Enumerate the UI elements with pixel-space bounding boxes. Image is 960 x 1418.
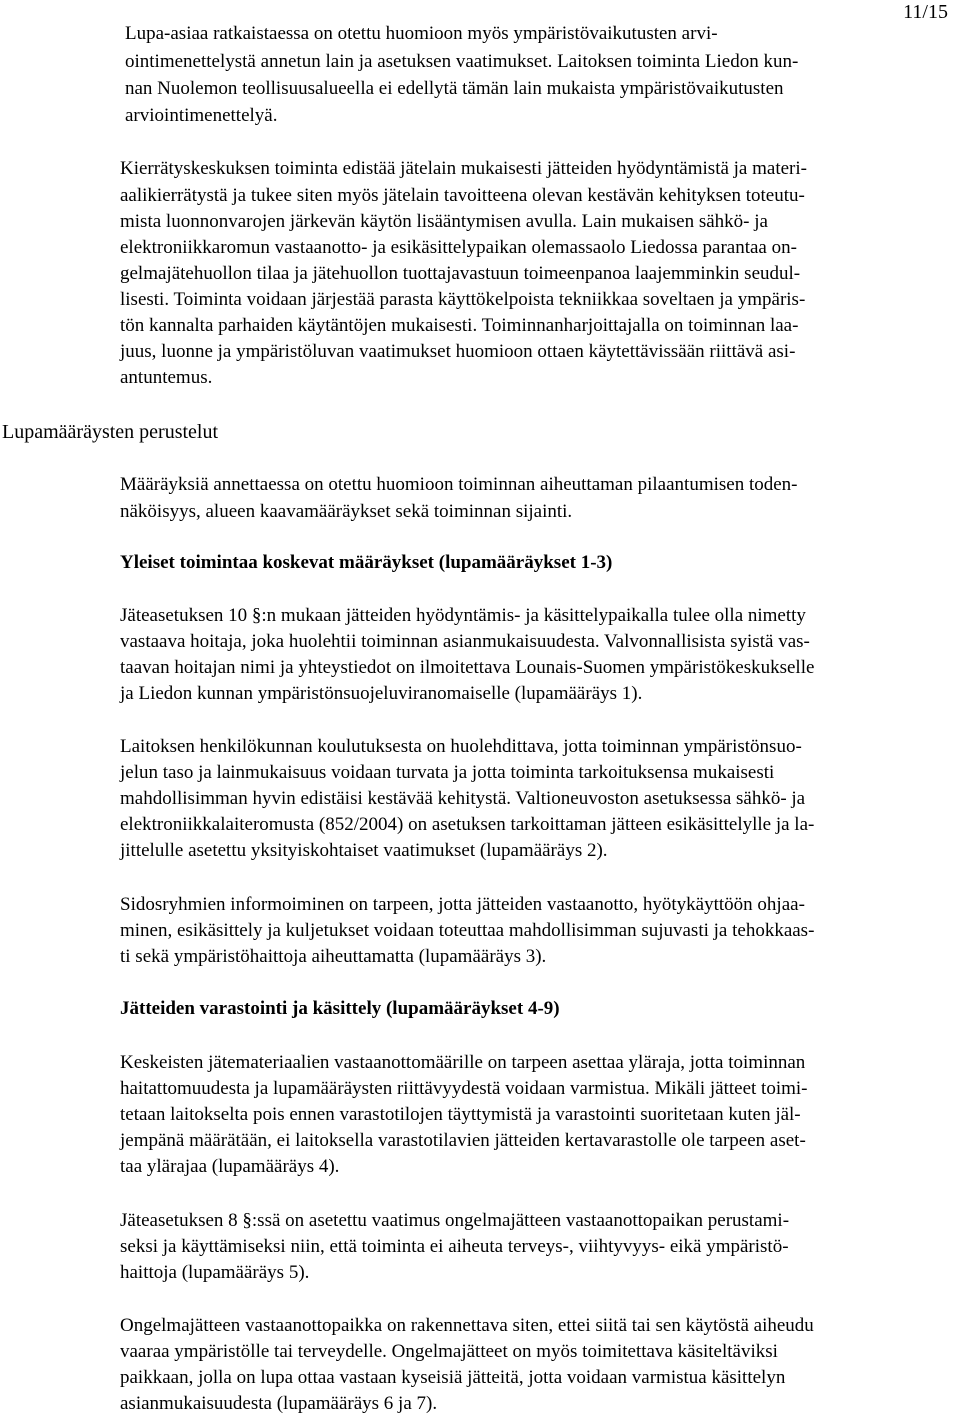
paragraph-line: ja Liedon kunnan ympäristönsuojeluviranomaiselle (lupamääräys 1). <box>120 683 643 704</box>
paragraph-line: elektroniikkalaiteromusta (852/2004) on asetuksen tarkoittaman jätteen esikäsittelylle ja la- <box>120 814 815 835</box>
paragraph-line: aalikierrätystä ja tukee siten myös jätelain tavoitteena olevan kestävän kehityksen toteutu- <box>120 185 805 206</box>
paragraph-line: gelmajätehuollon tilaa ja jätehuollon tuottajavastuun toimeenpanoa laajemminkin seudul- <box>120 263 801 284</box>
paragraph-line: taa ylärajaa (lupamääräys 4). <box>120 1156 340 1177</box>
paragraph-line: vastaava hoitaja, joka huolehtii toiminnan asianmukaisuudesta. Valvonnallisista syistä vas- <box>120 631 810 652</box>
paragraph-line: arviointimenettelyä. <box>125 105 278 126</box>
paragraph-line: lisesti. Toiminta voidaan järjestää parasta käyttökelpoista tekniikkaa soveltaen ja ympäris- <box>120 289 806 310</box>
paragraph-line: paikkaan, jolla on lupa ottaa vastaan kyseisiä jätteitä, jotta voidaan varmistua käsittelyn <box>120 1367 786 1388</box>
paragraph-line: mista luonnonvarojen järkevän käytön lisääntymisen avulla. Lain mukaisen sähkö- ja <box>120 211 768 232</box>
page-number: 11/15 <box>903 1 948 23</box>
paragraph-line: vaaraa ympäristölle tai terveydelle. Ongelmajätteet on myös toimitettava käsiteltäviksi <box>120 1341 778 1362</box>
paragraph-line: tön kannalta parhaiden käytäntöjen mukaisesti. Toiminnanharjoittajalla on toiminnan laa- <box>120 315 799 336</box>
paragraph-line: Ongelmajätteen vastaanottopaikka on rakennettava siten, ettei siitä tai sen käytöstä aiheudu <box>120 1315 814 1336</box>
paragraph-line: antuntemus. <box>120 367 213 388</box>
paragraph-line: Kierrätyskeskuksen toiminta edistää jätelain mukaisesti jätteiden hyödyntämistä ja materi- <box>120 158 807 179</box>
paragraph-line: ti sekä ympäristöhaittoja aiheuttamatta (lupamääräys 3). <box>120 946 547 967</box>
paragraph-line: nan Nuolemon teollisuusalueella ei edellytä tämän lain mukaista ympäristövaikutusten <box>125 78 784 99</box>
paragraph-line: seksi ja käyttämiseksi niin, että toiminta ei aiheuta terveys-, viihtyvyys- eikä ympäristö- <box>120 1236 789 1257</box>
paragraph-line: Jäteasetuksen 10 §:n mukaan jätteiden hyödyntämis- ja käsittelypaikalla tulee olla nimetty <box>120 605 806 626</box>
paragraph-line: Sidosryhmien informoiminen on tarpeen, jotta jätteiden vastaanotto, hyötykäyttöön ohjaa- <box>120 894 805 915</box>
paragraph-line: Määräyksiä annettaessa on otettu huomioon toiminnan aiheuttaman pilaantumisen toden- <box>120 474 798 495</box>
paragraph-line: Keskeisten jätemateriaalien vastaanottomäärille on tarpeen asettaa yläraja, jotta toiminnan <box>120 1052 806 1073</box>
paragraph-line: asianmukaisuudesta (lupamääräys 6 ja 7). <box>120 1393 438 1414</box>
paragraph-line: Lupa-asiaa ratkaistaessa on otettu huomioon myös ympäristövaikutusten arvi- <box>125 23 718 44</box>
paragraph-line: haittoja (lupamääräys 5). <box>120 1262 310 1283</box>
paragraph-line: jelun taso ja lainmukaisuus voidaan turvata ja jotta toiminta tarkoituksensa mukaisesti <box>120 762 775 783</box>
paragraph-line: näköisyys, alueen kaavamääräykset sekä toiminnan sijainti. <box>120 501 573 522</box>
paragraph-line: elektroniikkaromun vastaanotto- ja esikäsittelypaikan olemassaolo Liedossa parantaa on- <box>120 237 797 258</box>
paragraph-line: juus, luonne ja ympäristöluvan vaatimukset huomioon ottaen käytettävissään riittävä asi- <box>120 341 796 362</box>
paragraph-line: jittelulle asetettu yksityiskohtaiset vaatimukset (lupamääräys 2). <box>120 840 608 861</box>
paragraph-line: haitattomuudesta ja lupamääräysten riittävyydestä voidaan varmistua. Mikäli jätteet toimi- <box>120 1078 808 1099</box>
paragraph-line: jempänä määrätään, ei laitoksella varastotilavien jätteiden kertavarastolle ole tarpeen aset- <box>120 1130 806 1151</box>
paragraph-line: Laitoksen henkilökunnan koulutuksesta on huolehdittava, jotta toiminnan ympäristönsuo- <box>120 736 802 757</box>
storage-heading: Jätteiden varastointi ja käsittely (lupamääräykset 4-9) <box>120 998 560 1019</box>
general-heading: Yleiset toimintaa koskevat määräykset (lupamääräykset 1-3) <box>120 552 613 573</box>
paragraph-line: ointimenettelystä annetun lain ja asetuksen vaatimukset. Laitoksen toiminta Liedon kun- <box>125 51 799 72</box>
paragraph-line: minen, esikäsittely ja kuljetukset voidaan toteuttaa mahdollisimman sujuvasti ja tehokkaas- <box>120 920 815 941</box>
paragraph-line: Jäteasetuksen 8 §:ssä on asetettu vaatimus ongelmajätteen vastaanottopaikan perustami- <box>120 1210 790 1231</box>
paragraph-line: tetaan laitokselta pois ennen varastotilojen täyttymistä ja varastointi suoritetaan kuten jäl- <box>120 1104 801 1125</box>
paragraph-line: taavan hoitajan nimi ja yhteystiedot on ilmoitettava Lounais-Suomen ympäristökeskukselle <box>120 657 815 678</box>
paragraph-line: mahdollisimman hyvin edistäisi kestävää kehitystä. Valtioneuvoston asetuksessa sähkö- ja <box>120 788 806 809</box>
section-heading: Lupamääräysten perustelut <box>2 421 219 443</box>
